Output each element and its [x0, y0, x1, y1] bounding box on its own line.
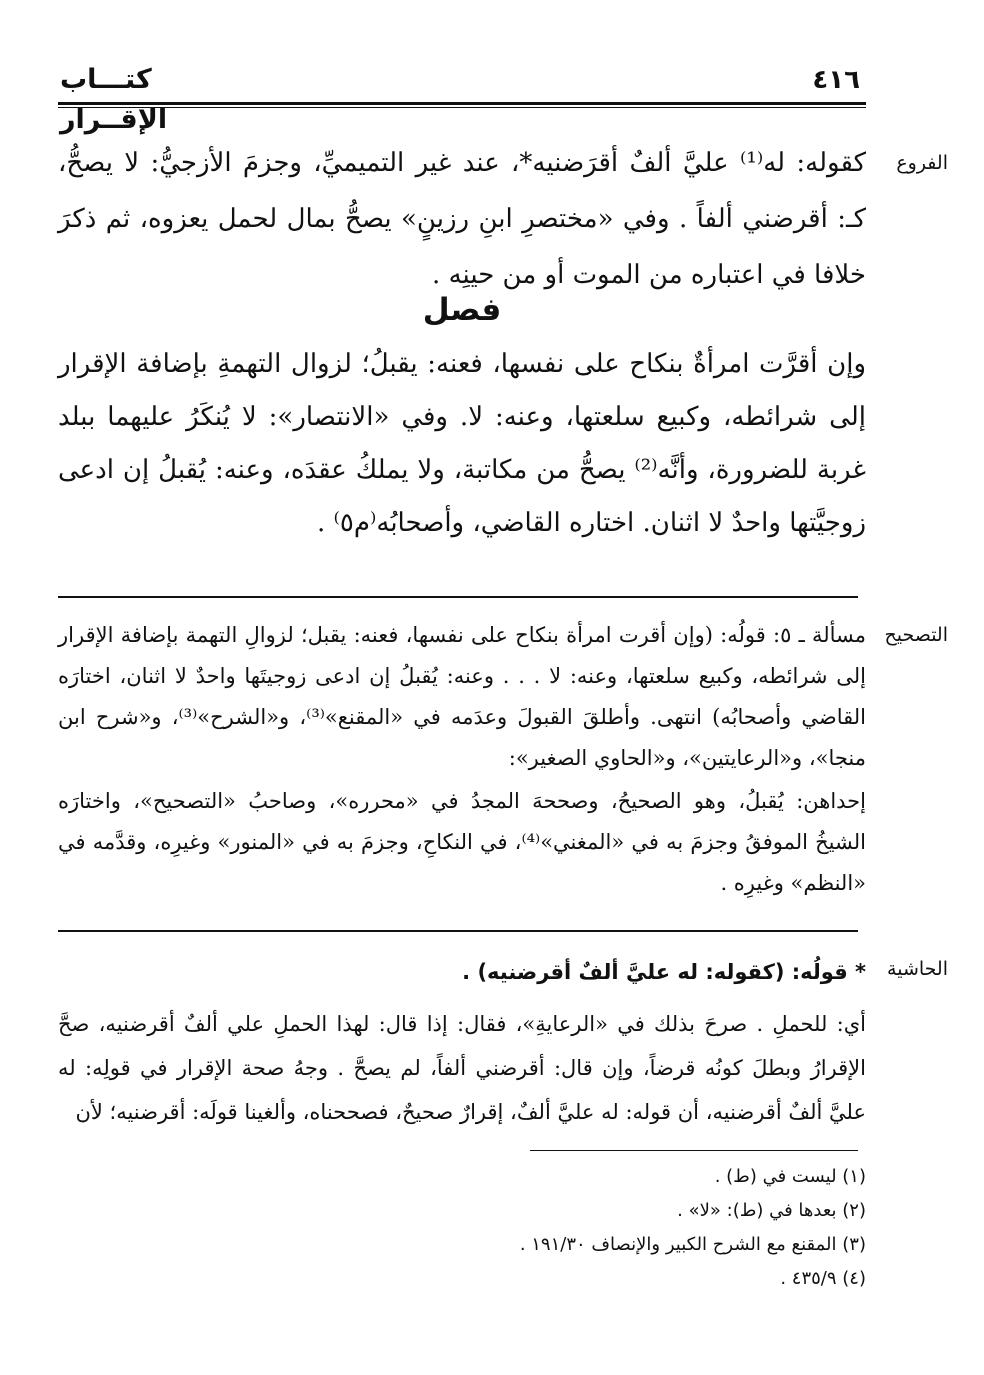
tashih-paragraph-2: إحداهن: يُقبلُ، وهو الصحيحُ، وصححهَ المجدُ في «محرره»، وصاحبُ «التصحيح»، واختارَه الشيخُ الموفقُ وجزمَ به في «المغني»⁽⁴⁾، في النكاحِ، وجزمَ به في «المنور» وغيرِه، وقدَّمه في «النظم» وغيرِه .	[58, 789, 866, 895]
footnote-item: (٤) ٤٣٥/٩ .	[780, 1268, 866, 1289]
section-label-tashih: التصحيح	[884, 624, 948, 646]
header-rule	[58, 102, 866, 105]
section-divider	[58, 930, 858, 932]
header-rule-thin	[58, 107, 866, 108]
section-divider	[58, 596, 858, 598]
section-label-hashia: الحاشية	[887, 958, 948, 980]
footnote-divider	[530, 1150, 858, 1151]
footnotes	[58, 1160, 866, 1296]
hashia-heading: * قولُه: (كقوله: له عليَّ ألفٌ أقرضنيه) .	[462, 960, 866, 984]
fasl-text: وإن أقرَّت امرأةٌ بنكاح على نفسها، فعنه: يقبلُ؛ لزوال التهمةِ بإضافة الإقرار إلى شرائطه، وكبيع سلعتها، وعنه: لا. وفي «الانتصار»: لا يُنكَرُ عليهما ببلد غربة للضرورة، وأنَّه⁽²⁾ يصحُّ من مكاتبة، ولا يملكُ عقدَه، وعنه: يُقبلُ إن ادعى زوجيَّتها واحدٌ لا اثنان. اختاره القاضي، وأصحابُه⁽م٥⁾ .	[58, 349, 866, 538]
page-number: ٤١٦	[812, 65, 860, 95]
tashih-text	[58, 615, 866, 904]
tashih-paragraph-1: مسألة ـ ٥: قولُه: (وإن أقرت امرأة بنكاح على نفسها، فعنه: يقبل؛ لزوالِ التهمة بإضافة الإقرار إلى شرائطه، وكبيع سلعتها، وعنه: لا . . . وعنه: يُقبلُ إن ادعى زوجيتَها واحدٌ لا اثنان، اختارَه القاضي وأصحابُه) انتهى. وأطلقَ القبولَ وعدَمه في «المقنع»⁽³⁾، و«الشرح»⁽³⁾، و«شرح ابن منجا»، و«الرعايتين»، و«الحاوي الصغير»:	[58, 623, 867, 770]
section-label-furu: الفروع	[896, 152, 948, 174]
footnote-item: (١) ليست في (ط) .	[714, 1166, 866, 1187]
fasl-heading: فصل	[422, 292, 502, 328]
hashia-text: أي: للحملِ . صرحَ بذلك في «الرعايةِ»، فقال: إذا قال: لهذا الحملِ علي ألفٌ أقرضنيه، صحَّ الإقرارُ وبطلَ كونُه قرضاً، وإن قال: أقرضني ألفاً، لم يصحَّ . وجهُ صحة الإقرار في قولِه: له عليَّ ألفٌ أقرضنيه، أن قوله: له عليَّ ألفٌ، إقرارٌ صحيحٌ، فصححناه، وألغينا قولَه: أقرضنيه؛ لأن	[58, 1012, 866, 1124]
furu-text: كقوله: له⁽¹⁾ عليَّ ألفٌ أقرَضنيه*، عند غير التميميِّ، وجزمَ الأزجيُّ: لا يصحُّ، كـ: أقرضني ألفاً . وفي «مختصرِ ابنِ رزينٍ» يصحُّ بمال لحمل يعزوه، ثم ذكرَ خلافا في اعتباره من الموت أو من حينِه .	[58, 148, 866, 290]
footnote-item: (٣) المقنع مع الشرح الكبير والإنصاف ١٩١/٣٠ .	[519, 1234, 866, 1255]
book-title: كتـــاب الإقــرار	[60, 64, 168, 135]
footnote-item: (٢) بعدها في (ط): «لا» .	[677, 1200, 866, 1221]
